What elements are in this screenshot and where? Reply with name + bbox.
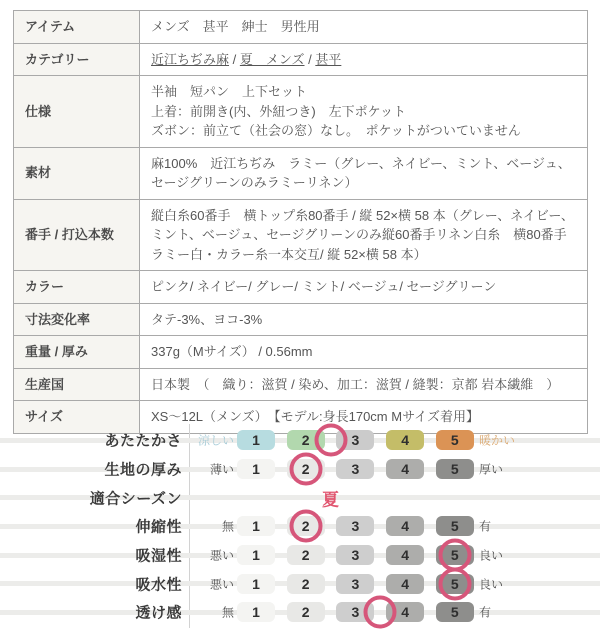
link-separator: / <box>304 51 316 67</box>
rating-circle <box>289 510 322 543</box>
scale-cell: 1 <box>237 516 275 536</box>
row-value <box>140 303 588 336</box>
scale-caption-left: 無 <box>221 519 234 534</box>
scale-cell: 2 <box>287 602 325 622</box>
table-row <box>14 43 588 76</box>
chart-row <box>0 483 600 512</box>
rating-circle <box>438 567 471 600</box>
scale-cell: 5 <box>436 430 474 450</box>
scale-cell: 2 <box>287 516 325 536</box>
spec-table-body <box>14 11 588 434</box>
scale-caption-left: 無 <box>221 605 234 620</box>
value-line: メンズ 甚平 紳士 男性用 <box>151 19 320 34</box>
row-label: アイテム <box>14 11 140 44</box>
table-row <box>14 147 588 199</box>
scale-cell: 3 <box>336 545 374 565</box>
rating-chart <box>0 414 600 636</box>
row-value <box>140 147 588 199</box>
chart-row-label: 適合シーズン <box>89 490 182 508</box>
table-row <box>14 368 588 401</box>
value-line: 日本製 （ 織り：滋賀 / 染め、加工：滋賀 / 縫製：京都 岩本繊維 ） <box>151 376 560 392</box>
rating-circle <box>364 596 397 629</box>
row-value <box>140 43 588 76</box>
rating-circle <box>314 424 347 457</box>
scale-cell: 5 <box>436 545 474 565</box>
value-line: ピンク/ ネイビー/ グレー/ ミント/ ベージュ/ セージグリーン <box>151 279 497 294</box>
scale-cell: 4 <box>386 459 424 479</box>
scale-caption-left: 薄い <box>209 462 234 477</box>
row-label: 番手 / 打込本数 <box>14 199 140 271</box>
chart-row <box>0 455 600 484</box>
scale-cell: 1 <box>237 430 275 450</box>
scale-cell: 2 <box>287 545 325 565</box>
table-row <box>14 11 588 44</box>
scale-cell: 4 <box>386 574 424 594</box>
scale-caption-right: 厚い <box>479 462 504 477</box>
chart-row <box>0 426 600 455</box>
chart-row-label: 生地の厚み <box>104 461 182 479</box>
scale-caption-right: 良い <box>479 577 504 592</box>
scale-cell: 5 <box>436 602 474 622</box>
scale-cell: 5 <box>436 574 474 594</box>
scale-cell: 4 <box>386 516 424 536</box>
table-row <box>14 303 588 336</box>
category-link[interactable]: 夏 メンズ <box>239 51 305 67</box>
value-line: 半袖 短パン 上下セット <box>151 84 308 99</box>
chart-row <box>0 541 600 570</box>
row-label: 素材 <box>14 147 140 199</box>
row-value <box>140 76 588 148</box>
scale-cell: 1 <box>237 545 275 565</box>
scale-cell: 4 <box>386 602 424 622</box>
scale-cell: 3 <box>336 574 374 594</box>
chart-row-label: あたたかさ <box>104 432 182 450</box>
scale-caption-left: 悪い <box>209 548 234 563</box>
category-link[interactable]: 近江ちぢみ麻 <box>151 51 230 67</box>
row-value <box>140 271 588 304</box>
row-value <box>140 199 588 271</box>
chart-row-label: 吸水性 <box>135 576 182 594</box>
row-label: 寸法変化率 <box>14 303 140 336</box>
table-row <box>14 199 588 271</box>
chart-row-label: 吸湿性 <box>135 547 182 565</box>
scale-cell: 5 <box>436 459 474 479</box>
scale-cell: 1 <box>237 602 275 622</box>
scale-cell: 3 <box>336 430 374 450</box>
table-row <box>14 336 588 369</box>
season-label: 夏 <box>322 490 340 510</box>
chart-row <box>0 598 600 627</box>
scale-cell: 3 <box>336 516 374 536</box>
value-line: 麻100% 近江ちぢみ ラミー（グレー、ネイビー、ミント、ベージュ、セージグリーンのみラミーリネン） <box>151 155 571 190</box>
scale-cell: 3 <box>336 459 374 479</box>
row-label: カラー <box>14 271 140 304</box>
scale-caption-right: 有 <box>479 605 492 620</box>
scale-cell: 3 <box>336 602 374 622</box>
row-label: 仕様 <box>14 76 140 148</box>
spec-table <box>13 10 588 434</box>
link-separator: / <box>229 51 240 67</box>
scale-caption-right: 良い <box>479 548 504 563</box>
value-line: タテ-3%、ヨコ-3% <box>151 311 263 327</box>
value-line: ズボン：前立て（社会の窓）なし。 ポケットがついていません <box>151 123 521 138</box>
chart-row-label: 伸縮性 <box>135 518 182 536</box>
value-line: 上着：前開き(内、外紐つき) 左下ポケット <box>151 103 407 119</box>
scale-cell: 1 <box>237 459 275 479</box>
scale-cell: 2 <box>287 459 325 479</box>
value-line: 縦白糸60番手 横トップ糸80番手 / 縦 52×横 58 本（グレー、ネイビー、ミント、ベージュ、セージグリーンのみ縦60番手リネン白糸 横80番手ラミー白・カラー糸一本交互/ 縦 52×横 58 本） <box>151 207 574 262</box>
row-label: 生産国 <box>14 368 140 401</box>
scale-caption-left: 涼しい <box>197 433 234 448</box>
row-label: サイズ <box>14 401 140 434</box>
chart-row <box>0 512 600 541</box>
row-label: カテゴリー <box>14 43 140 76</box>
scale-caption-right: 暖かい <box>479 433 516 448</box>
value-line: 337g（Mサイズ） / 0.56mm <box>151 344 313 359</box>
row-value <box>140 368 588 401</box>
chart-row-label: 透け感 <box>135 604 182 622</box>
scale-cell: 2 <box>287 430 325 450</box>
row-value <box>140 336 588 369</box>
scale-cell: 4 <box>386 545 424 565</box>
rating-circle <box>289 453 322 486</box>
chart-row <box>0 569 600 598</box>
value-line: XS〜12L（メンズ） 【モデル:身長170cm Mサイズ着用】 <box>151 409 480 424</box>
scale-cell: 4 <box>386 430 424 450</box>
table-row <box>14 76 588 148</box>
scale-caption-left: 悪い <box>209 577 234 592</box>
row-label: 重量 / 厚み <box>14 336 140 369</box>
row-value <box>140 11 588 44</box>
category-link[interactable]: 甚平 <box>315 51 342 67</box>
scale-cell: 1 <box>237 574 275 594</box>
table-row <box>14 271 588 304</box>
scale-cell: 5 <box>436 516 474 536</box>
scale-cell: 2 <box>287 574 325 594</box>
scale-caption-right: 有 <box>479 519 492 534</box>
